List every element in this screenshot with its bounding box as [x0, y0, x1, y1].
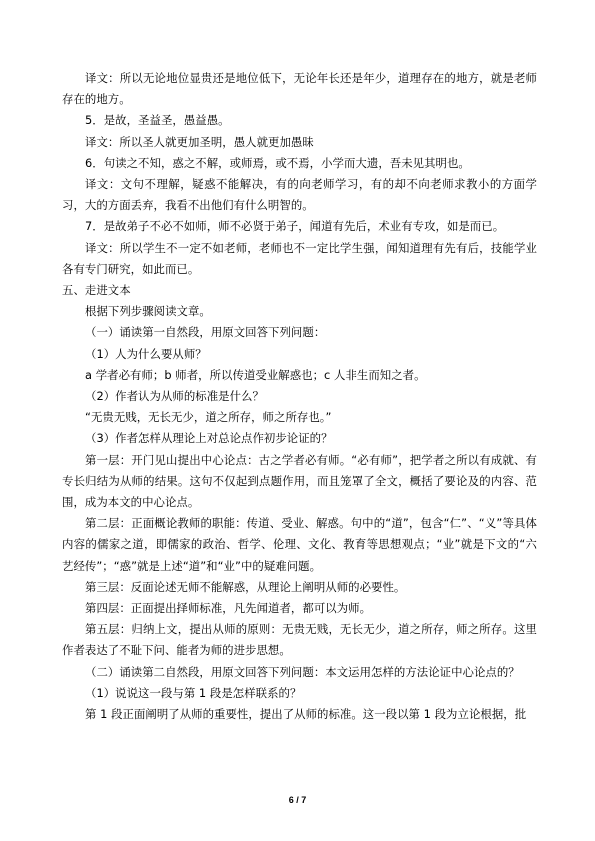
paragraph: 译文：文句不理解，疑惑不能解决，有的向老师学习，有的却不向老师求教小的方面学习，大的方面丢弃，我看不出他们有什么明智的。: [62, 177, 537, 213]
paragraph: 5．是故，圣益圣，愚益愚。: [85, 113, 230, 128]
paragraph: 6．句读之不知，惑之不解，或师焉，或不焉，小学而大遗，吾未见其明也。: [85, 155, 470, 170]
paragraph: 根据下列步骤阅读文章。: [85, 304, 211, 319]
paragraph: 第三层：反面论述无师不能解惑，从理论上阐明从师的必要性。: [85, 579, 406, 594]
paragraph: 第五层：归纳上文，提出从师的原则：无贵无贱，无长无少，道之所存，师之所存。这里作者表达了不耻下问、能者为师的进步思想。: [62, 622, 537, 658]
paragraph: （二）诵读第二自然段，用原文回答下列问题：本文运用怎样的方法论证中心论点的？: [85, 664, 520, 679]
paragraph: “无贵无贱，无长无少，道之所存，师之所存也。”: [85, 410, 332, 425]
paragraph: （1）说说这一段与第 1 段是怎样联系的？: [85, 685, 302, 700]
paragraph: 第一层：开门见山提出中心论点：古之学者必有师。“必有师”，把学者之所以有成就、有专长归结为从师的结果。这句不仅起到点题作用，而且笼罩了全文，概括了要论及的内容、范围，成为本文的中心论点。: [62, 452, 537, 510]
paragraph: 译文：所以无论地位显贵还是地位低下，无论年长还是年少，道理存在的地方，就是老师存在的地方。: [62, 71, 537, 107]
body-text: [62, 68, 537, 725]
paragraph: （2）作者认为从师的标准是什么？: [85, 389, 264, 404]
paragraph: （3）作者怎样从理论上对总论点作初步论证的？: [85, 431, 333, 446]
paragraph: （1）人为什么要从师？: [85, 346, 207, 361]
paragraph: 译文：所以学生不一定不如老师，老师也不一定比学生强，闻知道理有先有后，技能学业各有专门研究，如此而已。: [62, 240, 537, 276]
paragraph: 第二层：正面概论教师的职能：传道、受业、解惑。句中的“道”，包含“仁”、“义”等具体内容的儒家之道，即儒家的政治、哲学、伦理、文化、教育等思想观点；“业”就是下文的“六艺经传”；“惑”就是上述“道”和“业”中的疑难问题。: [62, 516, 537, 573]
paragraph: a 学者必有师；b 师者，所以传道受业解惑也；c 人非生而知之者。: [85, 367, 426, 382]
paragraph: 五、走进文本: [62, 283, 131, 298]
paragraph: （一）诵读第一自然段，用原文回答下列问题：: [85, 325, 326, 340]
paragraph: 第四层：正面提出择师标准，凡先闻道者，都可以为师。: [85, 601, 372, 616]
paragraph: 7．是故弟子不必不如师，师不必贤于弟子，闻道有先后，术业有专攻，如是而已。: [85, 219, 505, 234]
page-number: 6 / 7: [288, 795, 307, 805]
paragraph: 第 1 段正面阐明了从师的重要性，提出了从师的标准。这一段以第 1 段为立论根据，批: [85, 707, 527, 722]
paragraph: 译文：所以圣人就更加圣明，愚人就更加愚昧: [85, 134, 314, 149]
